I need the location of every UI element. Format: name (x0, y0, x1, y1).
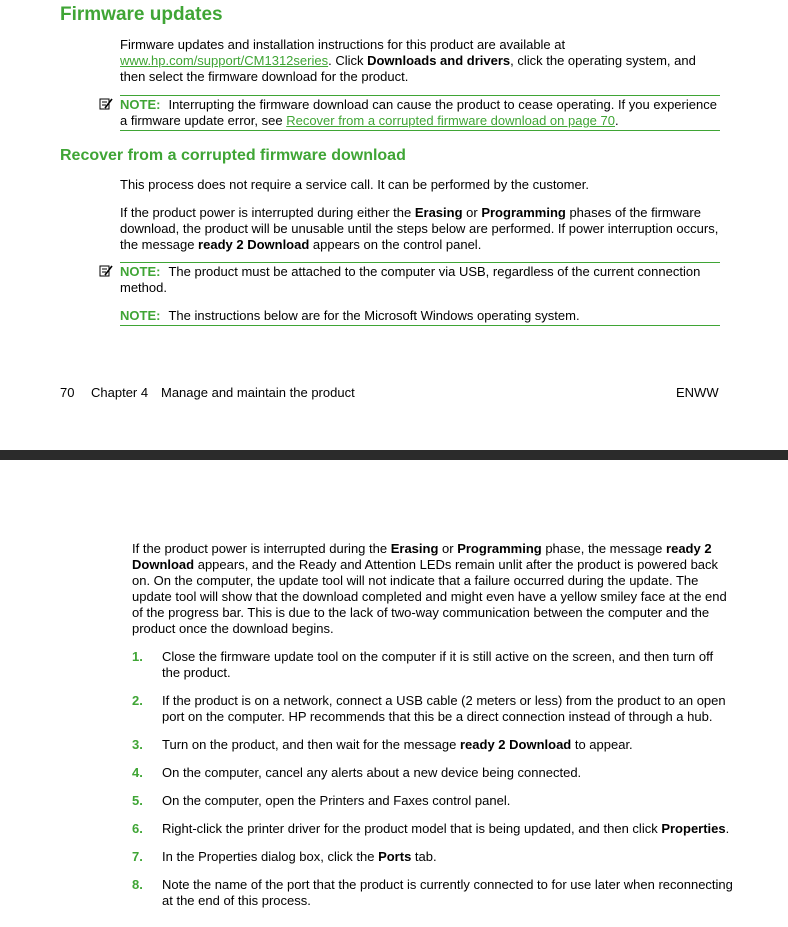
bold-text: Programming (481, 205, 566, 220)
note-usb (120, 262, 720, 296)
text: Interrupting the firmware download can cause the product to cease operating. If you experience a firmware update error, see (120, 97, 717, 128)
note-label: NOTE: (120, 264, 161, 279)
bold-text: ready 2 Download (198, 237, 310, 252)
text: Firmware updates and installation instructions for this product are available at (120, 37, 566, 52)
step-text: Note the name of the port that the product is currently connected to for use later when reconnecting at the end of this process. (162, 877, 733, 908)
text: The instructions below are for the Microsoft Windows operating system. (168, 308, 580, 323)
list-item (132, 849, 734, 865)
page2-paragraph (132, 541, 734, 637)
step-number: 4. (132, 765, 143, 780)
note-label: NOTE: (120, 97, 161, 112)
step-text: Close the firmware update tool on the computer if it is still active on the screen, and then turn off the product. (162, 649, 714, 680)
bold-text: ready 2 Download (132, 541, 712, 572)
text: appears on the control panel. (309, 237, 482, 252)
text: or (438, 541, 458, 556)
step-number: 6. (132, 821, 143, 836)
text: , click the operating system, and then select the firmware download for the product. (120, 53, 696, 84)
page-divider (0, 450, 788, 460)
firmware-updates-paragraph (120, 37, 722, 85)
footer-right: ENWW (676, 385, 719, 400)
step-text: Turn on the product, and then wait for the message (162, 737, 460, 752)
step-text: . (725, 821, 730, 836)
note-firmware-interrupt (120, 95, 720, 131)
chapter-label: Chapter 4 (91, 385, 149, 400)
note-pencil-icon (99, 97, 113, 111)
text: phase, the message (541, 541, 667, 556)
text: If the product power is interrupted during the (132, 541, 391, 556)
list-item (132, 693, 734, 725)
step-text: On the computer, cancel any alerts about a new device being connected. (162, 765, 582, 780)
step-text: tab. (411, 849, 437, 864)
page-number: 70 (60, 385, 75, 400)
list-item (132, 793, 734, 809)
bold-text: Ports (378, 849, 412, 864)
list-item (132, 649, 734, 681)
bold-text: Downloads and drivers (367, 53, 511, 68)
step-text: to appear. (571, 737, 633, 752)
steps-list (132, 649, 734, 921)
note-text (120, 264, 720, 296)
recover-paragraph-1: This process does not require a service call. It can be performed by the customer. (120, 177, 589, 192)
list-item (132, 877, 734, 909)
recover-link[interactable]: Recover from a corrupted firmware download on page 70 (286, 113, 615, 128)
hp-support-link[interactable]: www.hp.com/support/CM1312series (120, 53, 329, 68)
note-label: NOTE: (120, 308, 161, 323)
step-number: 8. (132, 877, 143, 892)
note-text (120, 308, 720, 324)
step-text: Right-click the printer driver for the product model that is being updated, and then click (162, 821, 662, 836)
note-text (120, 97, 720, 129)
text: The product must be attached to the computer via USB, regardless of the current connection method. (120, 264, 701, 295)
bold-text: Properties (661, 821, 726, 836)
text: If the product power is interrupted during either the (120, 205, 415, 220)
list-item (132, 737, 734, 753)
chapter-title: Manage and maintain the product (161, 385, 355, 400)
step-number: 1. (132, 649, 143, 664)
bold-text: Programming (457, 541, 542, 556)
bold-text: ready 2 Download (459, 737, 572, 752)
section-title-recover: Recover from a corrupted firmware download (60, 147, 406, 164)
step-number: 2. (132, 693, 143, 708)
text: . (615, 113, 619, 128)
text: or (462, 205, 482, 220)
bold-text: Erasing (414, 205, 463, 220)
bold-text: Erasing (390, 541, 439, 556)
step-number: 3. (132, 737, 143, 752)
note-windows (120, 308, 720, 326)
section-title-firmware-updates: Firmware updates (60, 4, 223, 25)
list-item (132, 821, 734, 837)
step-text: If the product is on a network, connect a USB cable (2 meters or less) from the product to an open port on the computer. HP recommends that this be a direct connection instead of through a hub. (162, 693, 726, 724)
step-number: 7. (132, 849, 143, 864)
recover-paragraph-2 (120, 205, 722, 253)
note-pencil-icon (99, 264, 113, 278)
text: . Click (328, 53, 368, 68)
list-item (132, 765, 734, 781)
step-number: 5. (132, 793, 143, 808)
text: phases of the firmware download, the product will be unusable until the steps below are performed. If power interruption occurs, the message (120, 205, 719, 252)
text: appears, and the Ready and Attention LEDs remain unlit after the product is powered back on. On the computer, the update tool will not indicate that a failure occurred during the update. The update tool will show that the download completed and might even have a yellow smiley face at the end of the progress bar. This is due to the lack of two-way communication between the computer and the product once the download begins. (132, 557, 727, 636)
step-text: On the computer, open the Printers and Faxes control panel. (162, 793, 511, 808)
step-text: In the Properties dialog box, click the (162, 849, 379, 864)
